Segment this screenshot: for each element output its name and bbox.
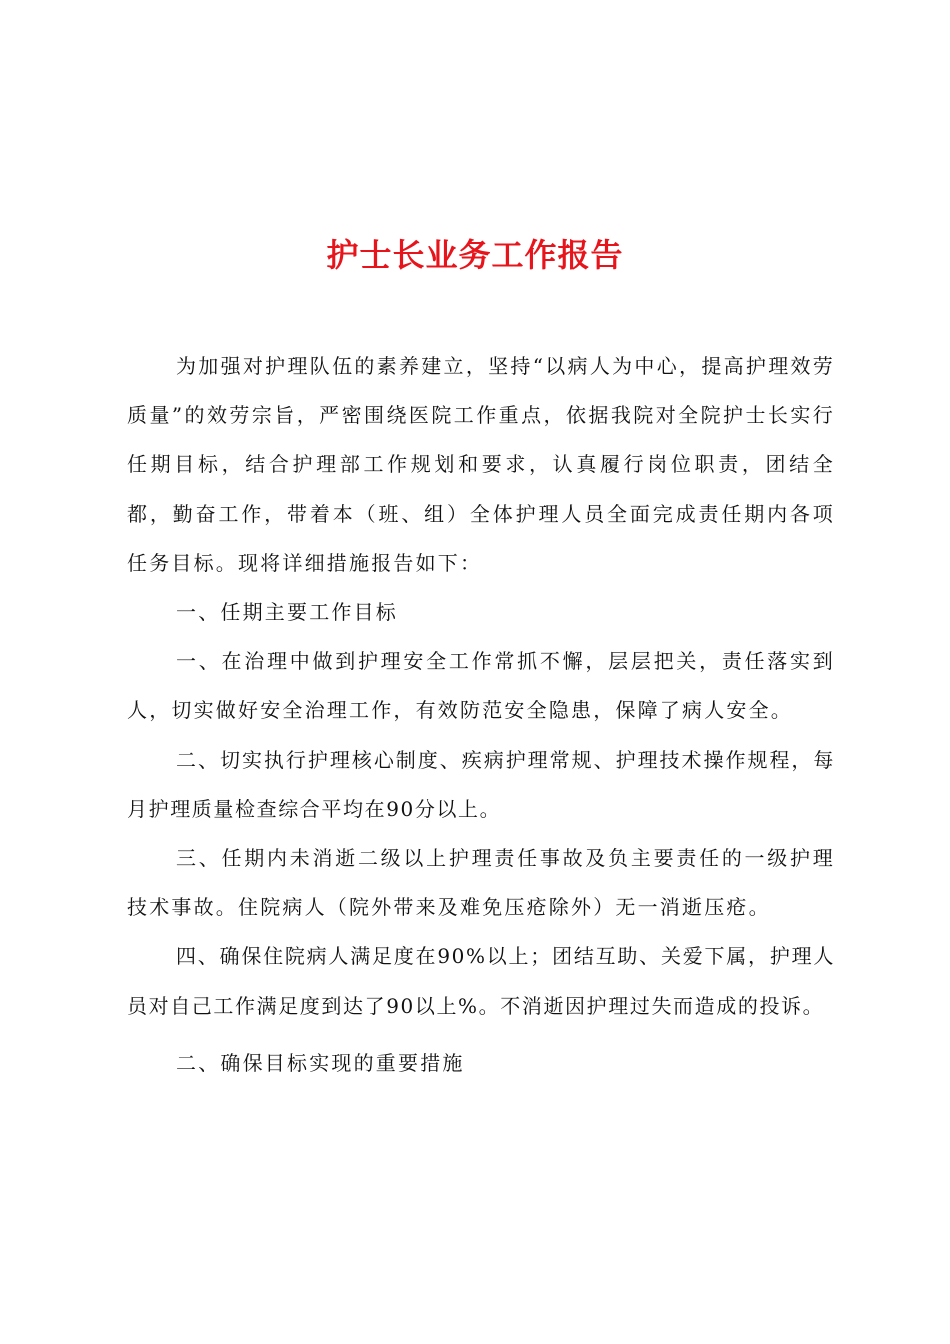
- document-body: [127, 342, 835, 1088]
- goal-paragraph-4: 四、确保住院病人满足度在90%以上；团结互助、关爱下属，护理人员对自己工作满足度到达了90以上%。不消逝因护理过失而造成的投诉。: [127, 944, 835, 1018]
- paragraph-spacer: [127, 1031, 835, 1039]
- section-heading-goals: 一、任期主要工作目标: [176, 600, 398, 625]
- goal-paragraph-2: 二、切实执行护理核心制度、疾病护理常规、护理技术操作规程，每月护理质量检查综合平均在90分以上。: [127, 747, 835, 821]
- intro-paragraph: 为加强对护理队伍的素养建立，坚持“以病人为中心，提高护理效劳质量”的效劳宗旨，严密围绕医院工作重点，依据我院对全院护士长实行任期目标，结合护理部工作规划和要求，认真履行岗位职责，团结全都，勤奋工作，带着本（班、组）全体护理人员全面完成责任期内各项任务目标。现将详细措施报告如下：: [127, 354, 835, 575]
- document-title: 护士长业务工作报告: [326, 236, 624, 275]
- goal-paragraph-3: 三、任期内未消逝二级以上护理责任事故及负主要责任的一级护理技术事故。住院病人（院外带来及难免压疮除外）无一消逝压疮。: [127, 846, 835, 920]
- goal-paragraph-1: 一、在治理中做到护理安全工作常抓不懈，层层把关，责任落实到人，切实做好安全治理工作，有效防范安全隐患，保障了病人安全。: [127, 649, 835, 723]
- section-heading-measures: 二、确保目标实现的重要措施: [176, 1050, 465, 1075]
